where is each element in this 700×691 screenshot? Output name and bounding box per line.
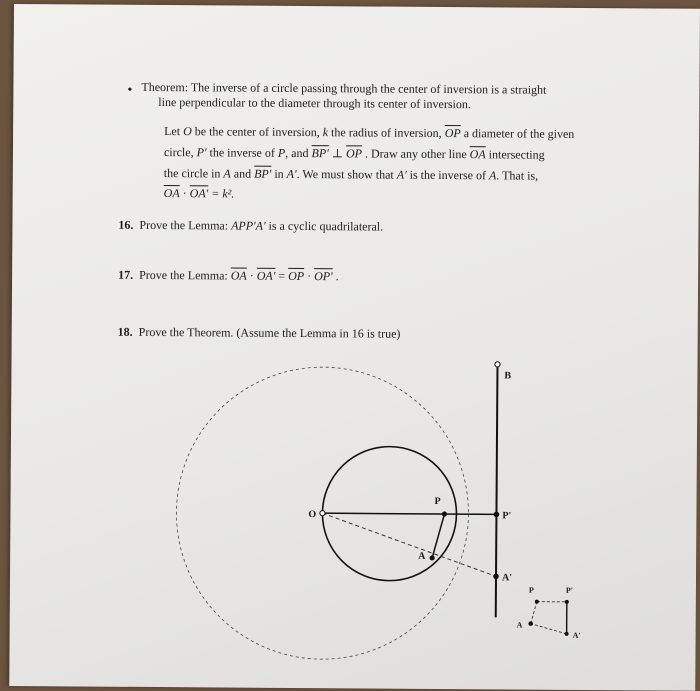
point-o bbox=[320, 511, 325, 516]
label-a-prime: A' bbox=[502, 572, 512, 583]
inset-label-p-prime: P' bbox=[566, 586, 573, 595]
problem-18: 18. Prove the Theorem. (Assume the Lemma in 16 is true) bbox=[118, 326, 401, 340]
inset-label-a-prime: A' bbox=[573, 631, 581, 640]
inset-label-a: A bbox=[517, 621, 523, 630]
theorem-line-2: line perpendicular to the diameter through its center of inversion. bbox=[158, 96, 471, 110]
line-bp-prime bbox=[496, 364, 498, 617]
problem-16: 16. Prove the Lemma: APP'A' is a cyclic quadrilateral. bbox=[118, 219, 383, 233]
worksheet-page bbox=[9, 4, 700, 691]
label-p-prime: P' bbox=[502, 510, 511, 521]
point-p-prime bbox=[494, 512, 500, 518]
line-op bbox=[322, 513, 496, 514]
segment-pa bbox=[432, 514, 444, 558]
inset-label-p: P bbox=[529, 586, 534, 595]
setup-line-4: $\overline{OA} \cdot OA' = k^2$. bbox=[164, 187, 235, 199]
problem-17: 17. Prove the Lemma: $\overline{OA} \cdot OA' = \overline{OP} \cdot OP'$ . bbox=[118, 269, 339, 283]
setup-line-1: Let O be the center of inversion, k the radius of inversion, $\overline{OP}$ a diameter of the given bbox=[164, 125, 574, 140]
label-b: B bbox=[504, 370, 511, 381]
label-o: O bbox=[308, 509, 316, 520]
point-b bbox=[495, 362, 500, 367]
point-p bbox=[442, 511, 447, 516]
label-p: P bbox=[434, 496, 440, 507]
point-a-prime bbox=[493, 574, 499, 580]
label-a: A bbox=[418, 551, 426, 562]
bullet-icon: • bbox=[127, 83, 132, 99]
point-a bbox=[430, 555, 435, 560]
inversion-diagram bbox=[9, 4, 700, 691]
setup-line-3: the circle in A and BP' in A'. We must show that A' is the inverse of A. That is, bbox=[164, 167, 538, 182]
theorem-line-1: Theorem: The inverse of a circle passing through the center of inversion is a straight bbox=[141, 81, 546, 96]
setup-line-2: circle, P' the inverse of P, and BP' ⊥ $\overline{OP}$ . Draw any other line $\overline{OA}$ intersecting bbox=[164, 146, 545, 161]
inset-quadrilateral bbox=[528, 600, 569, 636]
